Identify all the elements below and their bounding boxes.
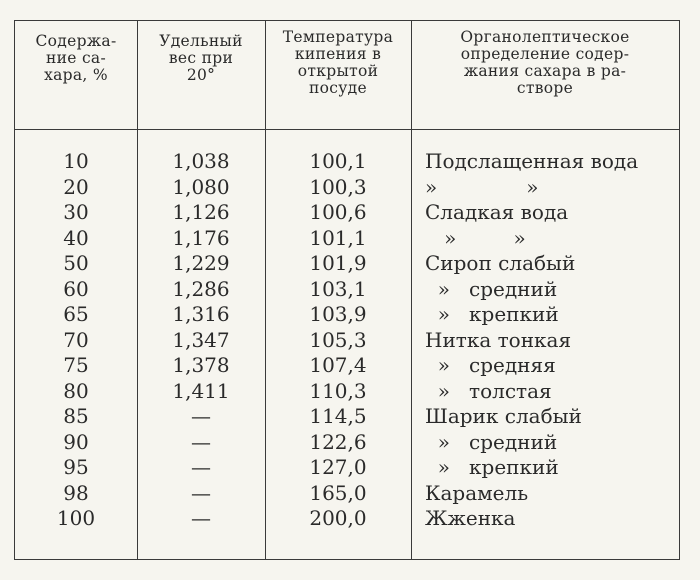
cell-organoleptic: » »: [425, 225, 526, 250]
cell-boiling-temperature: 101,1: [309, 225, 367, 250]
cell-boiling-temperature: 110,3: [309, 378, 367, 403]
column-divider-3: [411, 21, 412, 559]
cell-sugar-content: 40: [63, 225, 89, 250]
cell-boiling-temperature: 122,6: [309, 429, 367, 454]
cell-boiling-temperature: 103,1: [309, 276, 367, 301]
cell-specific-gravity: 1,126: [172, 200, 230, 224]
sugar-table: [14, 20, 680, 560]
header-boiling-temperature: Температура кипения в открытой посуде: [282, 28, 394, 97]
cell-sugar-content: 100: [56, 506, 96, 530]
cell-sugar-content: 60: [63, 276, 89, 301]
cell-specific-gravity: 1,411: [172, 378, 230, 403]
cell-organoleptic: Жженка: [425, 506, 516, 530]
cell-organoleptic: Карамель: [425, 480, 529, 505]
cell-specific-gravity: 1,347: [172, 327, 230, 352]
cell-specific-gravity: 1,038: [172, 149, 230, 173]
header-sugar-content: Содержа- ние са- хара, %: [35, 32, 117, 84]
cell-organoleptic: Сироп слабый: [425, 251, 576, 275]
cell-sugar-content: 98: [63, 480, 89, 505]
cell-sugar-content: 20: [63, 174, 89, 199]
cell-organoleptic: » средний: [425, 276, 558, 301]
cell-specific-gravity: —: [191, 455, 211, 479]
cell-boiling-temperature: 114,5: [309, 404, 367, 428]
cell-organoleptic: Нитка тонкая: [425, 327, 572, 352]
cell-specific-gravity: 1,316: [172, 302, 230, 326]
cell-sugar-content: 30: [63, 200, 89, 224]
cell-sugar-content: 90: [63, 429, 89, 454]
cell-boiling-temperature: 105,3: [309, 327, 367, 352]
cell-boiling-temperature: 103,9: [309, 302, 367, 326]
cell-organoleptic: Подслащенная вода: [425, 149, 639, 173]
cell-specific-gravity: 1,229: [172, 251, 230, 275]
cell-boiling-temperature: 107,4: [309, 353, 367, 377]
cell-specific-gravity: 1,176: [172, 225, 230, 250]
cell-sugar-content: 75: [63, 353, 89, 377]
cell-sugar-content: 85: [63, 404, 89, 428]
cell-boiling-temperature: 100,1: [309, 149, 367, 173]
cell-boiling-temperature: 127,0: [309, 455, 367, 479]
cell-organoleptic: Шарик слабый: [425, 404, 582, 428]
cell-sugar-content: 65: [63, 302, 89, 326]
cell-organoleptic: » средняя: [425, 353, 556, 377]
cell-organoleptic: » крепкий: [425, 302, 559, 326]
header-specific-gravity: Удельный вес при 20°: [159, 32, 243, 84]
cell-specific-gravity: 1,080: [172, 174, 230, 199]
cell-specific-gravity: —: [191, 480, 211, 505]
cell-specific-gravity: 1,378: [172, 353, 230, 377]
cell-organoleptic: » »: [425, 174, 539, 199]
cell-specific-gravity: —: [191, 429, 211, 454]
cell-sugar-content: 70: [63, 327, 89, 352]
cell-sugar-content: 10: [63, 149, 89, 173]
cell-sugar-content: 95: [63, 455, 89, 479]
cell-sugar-content: 50: [63, 251, 89, 275]
cell-specific-gravity: —: [191, 506, 211, 530]
cell-boiling-temperature: 100,6: [309, 200, 367, 224]
cell-organoleptic: » средний: [425, 429, 558, 454]
cell-specific-gravity: —: [191, 404, 211, 428]
cell-organoleptic: » крепкий: [425, 455, 559, 479]
header-divider: [15, 129, 679, 130]
cell-sugar-content: 80: [63, 378, 89, 403]
cell-boiling-temperature: 100,3: [309, 174, 367, 199]
cell-organoleptic: Сладкая вода: [425, 200, 569, 224]
cell-specific-gravity: 1,286: [172, 276, 230, 301]
cell-boiling-temperature: 200,0: [309, 506, 367, 530]
cell-boiling-temperature: 101,9: [309, 251, 367, 275]
cell-organoleptic: » толстая: [425, 378, 552, 403]
cell-boiling-temperature: 165,0: [309, 480, 367, 505]
header-organoleptic: Органолептическое определение содер- жания сахара в ра- створе: [460, 28, 630, 97]
